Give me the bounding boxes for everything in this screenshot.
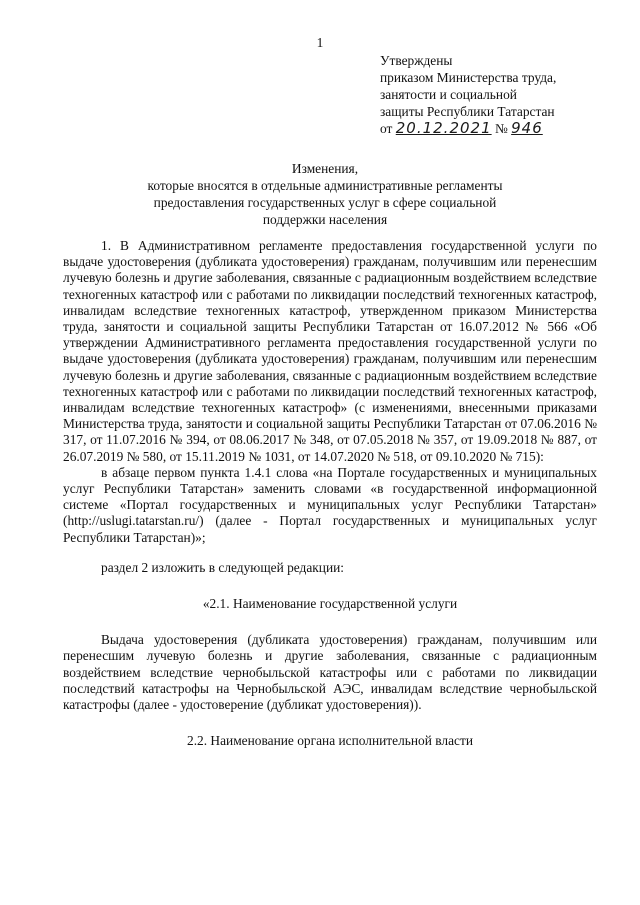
approval-line-4: защиты Республики Татарстан [380, 104, 555, 119]
paragraph-3: раздел 2 изложить в следующей редакции: [101, 559, 345, 575]
section-heading-2-1: «2.1. Наименование государственной услуги [202, 596, 458, 612]
title-line-1: Изменения, [291, 161, 359, 176]
handwritten-number: 946 [511, 119, 543, 137]
date-prefix: от [380, 121, 393, 136]
title-line-4: поддержки населения [262, 212, 388, 227]
approval-date-line [380, 120, 620, 137]
paragraph-2: в абзаце первом пункта 1.4.1 слова «на Портале государственных и муниципальных услуг Республики Татарстан» заменить словами «в государственной информационной системе «Портал государственных и муниципальных услуг Республики Татарстан» (http://uslugi.tatarstan.ru/) (далее - Портал государственных и муниципальных услуг Республики Татарстан)»; [63, 464, 597, 545]
title-line-3: предоставления государственных услуг в сфере социальной [153, 195, 497, 210]
approval-line-2: приказом Министерства труда, [380, 70, 557, 85]
approval-line-1: Утверждены [380, 53, 453, 68]
document-title [120, 160, 530, 228]
title-line-2: которые вносятся в отдельные административные регламенты [147, 178, 503, 193]
approval-line-3: занятости и социальной [380, 87, 517, 102]
document-body [63, 238, 597, 749]
page-number: 1 [316, 35, 324, 50]
handwritten-date: 20.12.2021 [395, 119, 492, 137]
section-heading-2-2: 2.2. Наименование органа исполнительной власти [187, 733, 473, 749]
approval-block [380, 52, 620, 137]
number-prefix: № [494, 121, 508, 136]
paragraph-4: Выдача удостоверения (дубликата удостоверения) гражданам, получившим или перенесшим лучевую болезнь и другие заболевания, связанные с радиационным воздействием вследствие чернобыльской катастрофы или с работами по ликвидации последствий катастрофы на Чернобыльской АЭС, инвалидам вследствие чернобыльской катастрофы (далее - удостоверение (дубликат удостоверения)). [63, 632, 597, 713]
paragraph-1: 1. В Административном регламенте предоставления государственной услуги по выдаче удостоверения (дубликата удостоверения) гражданам, получившим или перенесшим лучевую болезнь и другие заболевания, связанные с радиационным воздействием вследствие техногенных катастроф или с работами по ликвидации последствий техногенных катастроф, инвалидам вследствие техногенных катастроф, утвержденном приказом Министерства труда, занятости и социальной защиты Республики Татарстан от 16.07.2012 № 566 «Об утверждении Административного регламента предоставления государственной услуги по выдаче удостоверения (дубликата удостоверения) гражданам, получившим или перенесшим лучевую болезнь и другие заболевания, связанные с радиационным воздействием вследствие техногенных катастроф или с работами по ликвидации последствий техногенных катастроф, инвалидам вследствие техногенных катастроф» (с изменениями, внесенными приказами Министерства труда, занятости и социальной защиты Республики Татарстан от 07.06.2016 № 317, от 11.07.2016 № 394, от 08.06.2017 № 348, от 07.05.2018 № 357, от 19.09.2018 № 887, от 26.07.2019 № 580, от 15.11.2019 № 1031, от 14.07.2020 № 518, от 09.10.2020 № 715): [63, 238, 597, 464]
